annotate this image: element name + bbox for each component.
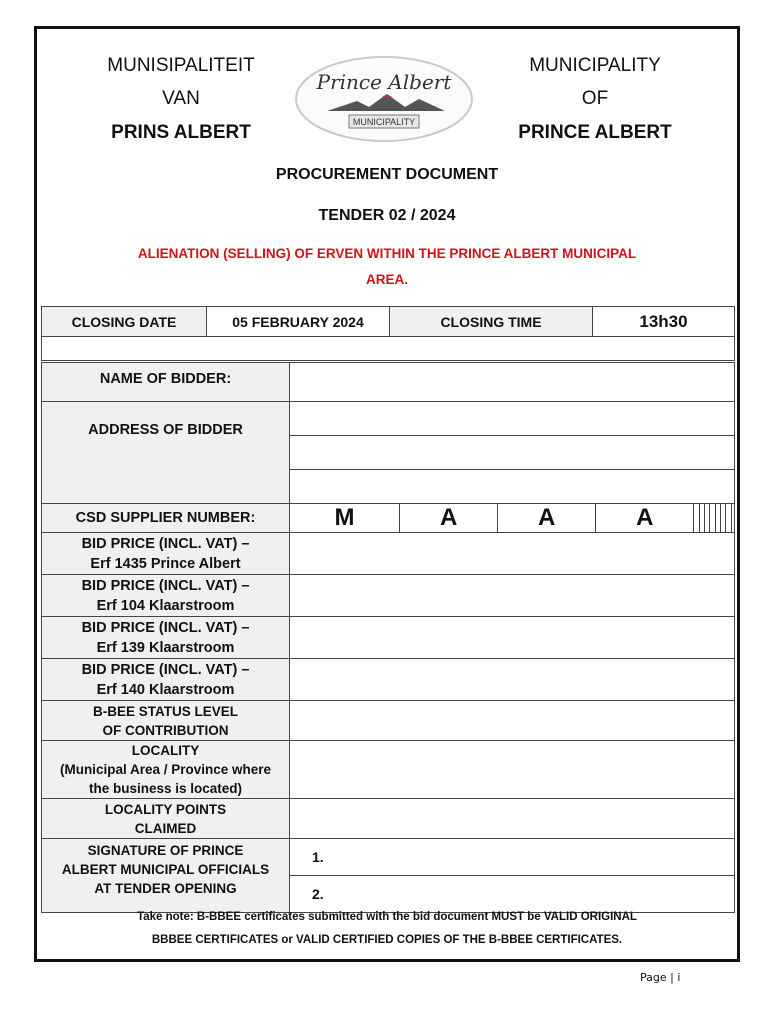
csd-number-cells[interactable] [290, 504, 735, 533]
csd-char-cell[interactable]: A [400, 504, 498, 532]
address-of-bidder-label: ADDRESS OF BIDDER [42, 402, 290, 504]
official-signature-label [42, 839, 290, 913]
label-line: OF CONTRIBUTION [102, 722, 229, 738]
label-line: BID PRICE (INCL. VAT) – [81, 577, 250, 594]
locality-points-field[interactable] [290, 799, 735, 839]
label-line: B-BEE STATUS LEVEL [92, 703, 238, 719]
bidder-form-table [41, 362, 735, 913]
csd-char-cell[interactable]: M [290, 504, 400, 532]
bbee-status-level-field[interactable] [290, 701, 735, 741]
csd-supplier-number-label: CSD SUPPLIER NUMBER: [42, 504, 290, 533]
page-number: Page | i [640, 971, 681, 984]
bid-price-erf-1435-field[interactable] [290, 533, 735, 575]
header-left-line2: VAN [162, 88, 200, 109]
signature-2-field[interactable]: 2. [290, 876, 735, 913]
label-line: Erf 104 Klaarstroom [96, 597, 235, 614]
bid-price-erf-1435-label [42, 533, 290, 575]
label-line: (Municipal Area / Province where [59, 762, 272, 777]
label-line: BID PRICE (INCL. VAT) – [81, 619, 250, 636]
address-line-3-field[interactable] [290, 470, 735, 504]
header-right-line2: OF [581, 88, 609, 109]
address-line-2-field[interactable] [290, 436, 735, 470]
csd-char-cell[interactable]: A [498, 504, 596, 532]
closing-time-value: 13h30 [593, 307, 735, 337]
label-line: ALBERT MUNICIPAL OFFICIALS [61, 862, 270, 877]
header-left-line1: MUNISIPALITEIT [107, 55, 255, 76]
locality-points-label [42, 799, 290, 839]
note-line-1: Take note: B-BBEE certificates submitted with the bid document MUST be VALID ORIGINAL [137, 911, 637, 923]
label-line: AT TENDER OPENING [94, 881, 237, 896]
name-of-bidder-label: NAME OF BIDDER: [42, 363, 290, 402]
label-line: Erf 139 Klaarstroom [96, 639, 235, 656]
name-of-bidder-field[interactable] [290, 363, 735, 402]
label-line: BID PRICE (INCL. VAT) – [81, 661, 250, 678]
bid-price-erf-139-field[interactable] [290, 617, 735, 659]
header-left-line3: PRINS ALBERT [111, 122, 251, 143]
label-line: Erf 140 Klaarstroom [96, 681, 235, 698]
label-line: LOCALITY [131, 743, 200, 758]
label-line: LOCALITY POINTS [104, 801, 227, 817]
doc-title: PROCUREMENT DOCUMENT [275, 166, 499, 183]
label-line: the business is located) [88, 781, 243, 796]
bbee-status-level-label [42, 701, 290, 741]
label-line: SIGNATURE OF PRINCE [87, 843, 244, 858]
signature-1-field[interactable]: 1. [290, 839, 735, 876]
closing-date-value: 05 FEBRUARY 2024 [207, 307, 390, 337]
bid-price-erf-140-label [42, 659, 290, 701]
label-line: Erf 1435 Prince Albert [90, 555, 241, 572]
csd-char-cell[interactable]: A [596, 504, 694, 532]
note-line-2: BBBEE CERTIFICATES or VALID CERTIFIED COPIES OF THE B-BBEE CERTIFICATES. [151, 934, 623, 946]
address-line-1-field[interactable] [290, 402, 735, 436]
spacer-row [41, 337, 735, 361]
csd-char-cell[interactable] [731, 504, 734, 532]
bid-price-erf-139-label [42, 617, 290, 659]
locality-label [42, 741, 290, 799]
closing-date-label: CLOSING DATE [42, 307, 207, 337]
logo-banner-text: MUNICIPALITY [352, 117, 416, 127]
logo-script-text: Prince Albert [316, 70, 452, 94]
header-right-line3: PRINCE ALBERT [518, 122, 672, 143]
locality-field[interactable] [290, 741, 735, 799]
tender-number: TENDER 02 / 2024 [318, 207, 456, 224]
bid-price-erf-104-label [42, 575, 290, 617]
bid-price-erf-140-field[interactable] [290, 659, 735, 701]
document-frame [34, 26, 740, 962]
municipality-logo [287, 39, 482, 149]
bid-price-erf-104-field[interactable] [290, 575, 735, 617]
closing-time-label: CLOSING TIME [390, 307, 593, 337]
subject-line-1: ALIENATION (SELLING) OF ERVEN WITHIN THE PRINCE ALBERT MUNICIPAL [137, 246, 637, 261]
header-right-line1: MUNICIPALITY [529, 55, 661, 76]
label-line: CLAIMED [134, 820, 197, 836]
closing-table [41, 306, 735, 337]
label-line: BID PRICE (INCL. VAT) – [81, 535, 250, 552]
subject-line-2: AREA. [365, 272, 408, 287]
